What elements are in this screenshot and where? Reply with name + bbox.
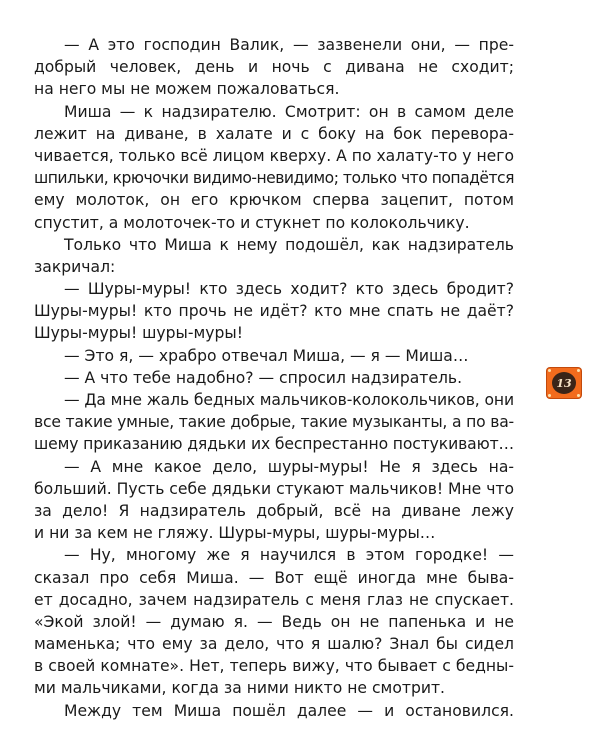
text-line: в своей комнате». Нет, теперь вижу, что бывает с бедны- bbox=[34, 657, 514, 676]
text-line: закричал: bbox=[34, 257, 116, 276]
text-line: — Шуры-муры! кто здесь ходит? кто здесь бродит? bbox=[64, 280, 514, 299]
text-line: шпильки, крючочки видимо-невидимо; только что попадётся bbox=[34, 169, 514, 188]
text-line: — А мне какое дело, шуры-муры! Не я здесь на- bbox=[64, 457, 514, 476]
story-text bbox=[34, 34, 514, 722]
text-line: Только что Миша к нему подошёл, как надзиратель bbox=[64, 235, 514, 254]
page-number-badge bbox=[547, 368, 581, 398]
text-line: шему приказанию дядьки их беспрестанно постукивают… bbox=[34, 435, 514, 454]
text-line: за дело! Я надзиратель добрый, всё на диване лежу bbox=[34, 501, 514, 520]
text-line: Шуры-муры! шуры-муры! bbox=[34, 324, 243, 343]
text-line: — Ну, многому же я научился в этом городке! — bbox=[64, 546, 514, 565]
text-line: больший. Пусть себе дядьки стукают мальчиков! Мне что bbox=[34, 479, 514, 498]
text-line: Шуры-муры! кто прочь не идёт? кто мне спать не даёт? bbox=[34, 302, 514, 321]
page-number: 13 bbox=[556, 376, 572, 390]
text-line: Миша — к надзирателю. Смотрит: он в самом деле bbox=[64, 102, 514, 121]
text-line: чивается, только всё лицом кверху. А по халату-то у него bbox=[34, 146, 514, 165]
text-line: добрый человек, день и ночь с дивана не сходит; bbox=[34, 58, 514, 77]
text-line: ми мальчиками, когда за ними никто не смотрит. bbox=[34, 679, 446, 698]
text-line: на него мы не можем пожаловаться. bbox=[34, 80, 340, 99]
text-line: и ни за кем не гляжу. Шуры-муры, шуры-муры… bbox=[34, 524, 436, 543]
text-line: спустит, а молоточек-то и стукнет по колокольчику. bbox=[34, 213, 470, 232]
text-line: лежит на диване, в халате и с боку на бок перевора- bbox=[34, 124, 514, 143]
text-line: «Экой злой! — думаю я. — Ведь он не папенька и не bbox=[34, 612, 514, 631]
text-line: ему молоток, он его крючком сперва зацепит, потом bbox=[34, 191, 514, 210]
text-line: ет досадно, зачем надзиратель с меня глаз не спускает. bbox=[34, 590, 514, 609]
text-line: — А что тебе надобно? — спросил надзиратель. bbox=[64, 368, 463, 387]
text-line: — Да мне жаль бедных мальчиков-колокольчиков, они bbox=[64, 391, 514, 409]
text-line: — А это господин Валик, — зазвенели они, — пре- bbox=[64, 36, 514, 54]
text-line: — Это я, — храбро отвечал Миша, — я — Миша… bbox=[64, 346, 469, 365]
text-line: все такие умные, такие добрые, такие музыканты, а по ва- bbox=[34, 413, 514, 432]
text-line: сказал про себя Миша. — Вот ещё иногда мне быва- bbox=[34, 568, 514, 587]
text-line: маменька; что ему за дело, что я шалю? Знал бы сидел bbox=[34, 635, 514, 654]
text-line: Между тем Миша пошёл далее — и остановился. bbox=[64, 701, 514, 720]
